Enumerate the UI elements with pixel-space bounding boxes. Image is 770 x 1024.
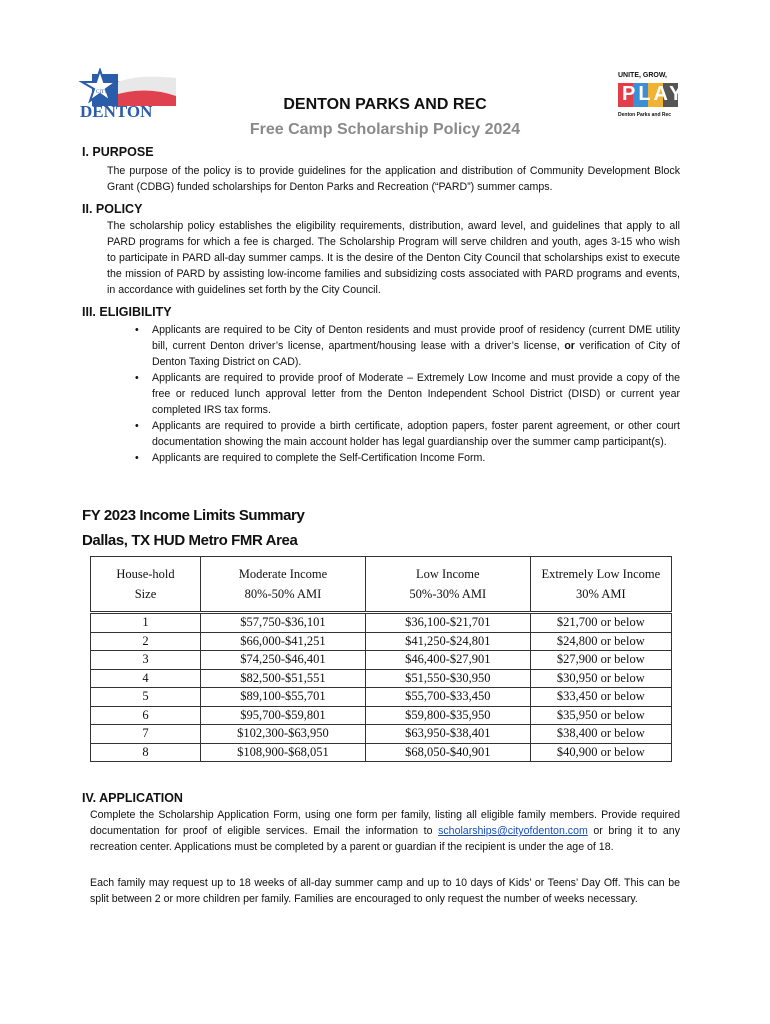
table-cell: $51,550-$30,950	[365, 669, 530, 688]
table-cell: 4	[91, 669, 201, 688]
table-cell: $35,950 or below	[530, 706, 671, 725]
table-row	[91, 688, 672, 707]
table-cell: $108,900-$68,051	[201, 743, 366, 762]
page-title: DENTON PARKS AND REC	[283, 96, 487, 113]
eligibility-item: • Applicants are required to provide proof of Moderate – Extremely Low Income and must provide a copy of the free or reduced lunch approval letter from the Denton Independent School District (DISD) or current year completed IRS tax forms.	[135, 370, 680, 418]
policy-heading: II. POLICY	[82, 202, 143, 216]
table-cell: $38,400 or below	[530, 725, 671, 744]
table-header-cell: Moderate Income 80%-50% AMI	[201, 557, 366, 613]
table-cell: $55,700-$33,450	[365, 688, 530, 707]
table-cell: 3	[91, 651, 201, 670]
eligibility-item: • Applicants are required to be City of Denton residents and must provide proof of residency (current DME utility bill, current Denton driver’s license, apartment/housing lease with a driver’s license, or verification of City of Denton Taxing District on CAD).	[135, 322, 680, 370]
table-cell: $27,900 or below	[530, 651, 671, 670]
table-cell: $66,000-$41,251	[201, 632, 366, 651]
table-header-cell: House-hold Size	[91, 557, 201, 613]
table-cell: $24,800 or below	[530, 632, 671, 651]
table-row	[91, 632, 672, 651]
table-cell: $21,700 or below	[530, 613, 671, 633]
table-cell: $74,250-$46,401	[201, 651, 366, 670]
table-row	[91, 743, 672, 762]
table-header-cell: Extremely Low Income 30% AMI	[530, 557, 671, 613]
table-row	[91, 725, 672, 744]
logo-tagline: UNITE, GROW,	[618, 72, 667, 79]
income-area-title: Dallas, TX HUD Metro FMR Area	[82, 532, 298, 549]
table-cell: $33,450 or below	[530, 688, 671, 707]
application-paragraph-2: Each family may request up to 18 weeks of all-day summer camp and up to 10 days of Kids’ or Teens’ Day Off. This can be split between 2 or more children per family. Families are encouraged to only request the number of weeks necessary.	[90, 877, 680, 905]
table-cell: $63,950-$38,401	[365, 725, 530, 744]
table-cell: 1	[91, 613, 201, 633]
scholarship-email-link[interactable]: scholarships@cityofdenton.com	[438, 825, 588, 837]
purpose-heading: I. PURPOSE	[82, 145, 154, 159]
table-cell: 2	[91, 632, 201, 651]
table-cell: $57,750-$36,101	[201, 613, 366, 633]
table-cell: $82,500-$51,551	[201, 669, 366, 688]
income-limits-table	[90, 556, 672, 762]
eligibility-item: • Applicants are required to complete the Self-Certification Income Form.	[135, 450, 680, 466]
table-cell: $59,800-$35,950	[365, 706, 530, 725]
purpose-text: The purpose of the policy is to provide guidelines for the application and distribution of Community Development Block Grant (CDBG) funded scholarships for Denton Parks and Recreation (“PARD”) summer camps.	[107, 165, 680, 193]
table-cell: 7	[91, 725, 201, 744]
table-cell: $95,700-$59,801	[201, 706, 366, 725]
table-row	[91, 613, 672, 633]
table-cell: $46,400-$27,901	[365, 651, 530, 670]
logo-denton-text: DENTON	[80, 102, 153, 121]
page-subtitle: Free Camp Scholarship Policy 2024	[249, 121, 521, 138]
logo-city-of-text: CITY OF	[96, 90, 116, 95]
eligibility-heading: III. ELIGIBILITY	[82, 305, 172, 319]
logo-subtext: Denton Parks and Rec	[618, 112, 672, 118]
table-cell: $40,900 or below	[530, 743, 671, 762]
table-cell: $36,100-$21,701	[365, 613, 530, 633]
application-paragraph-1: Complete the Scholarship Application Form, using one form per family, listing all eligible family members. Provide required documentation for proof of eligible services. Email the information to scholarships@cityofdenton.com or bring it to any recreation center. Applications must be completed by a parent or guardian if the recipient is under the age of 18.	[90, 809, 680, 853]
eligibility-list	[135, 322, 680, 466]
logo-play-text: PLAY	[622, 83, 686, 105]
table-cell: 5	[91, 688, 201, 707]
table-cell: $30,950 or below	[530, 669, 671, 688]
table-row	[91, 651, 672, 670]
application-heading: IV. APPLICATION	[82, 791, 183, 805]
table-header-cell: Low Income 50%-30% AMI	[365, 557, 530, 613]
policy-text: The scholarship policy establishes the eligibility requirements, distribution, award level, and guidelines that apply to all PARD programs for which a fee is charged. The Scholarship Program will serve children and youth, ages 3-15 who wish to participate in PARD all-day summer camps. It is the desire of the Denton City Council that scholarships exist to execute the mission of PARD by assisting low-income families and subsidizing costs associated with PARD programs and events, in accordance with guidelines set forth by the City Council.	[107, 220, 680, 296]
table-cell: $102,300-$63,950	[201, 725, 366, 744]
eligibility-item: • Applicants are required to provide a birth certificate, adoption papers, foster parent agreement, or other court documentation showing the main account holder has legal guardianship over the summer camp participant(s).	[135, 418, 680, 450]
table-row	[91, 706, 672, 725]
table-cell: $41,250-$24,801	[365, 632, 530, 651]
table-cell: 8	[91, 743, 201, 762]
table-cell: $89,100-$55,701	[201, 688, 366, 707]
income-limits-title: FY 2023 Income Limits Summary	[82, 507, 305, 524]
table-cell: $68,050-$40,901	[365, 743, 530, 762]
table-cell: 6	[91, 706, 201, 725]
table-row	[91, 669, 672, 688]
